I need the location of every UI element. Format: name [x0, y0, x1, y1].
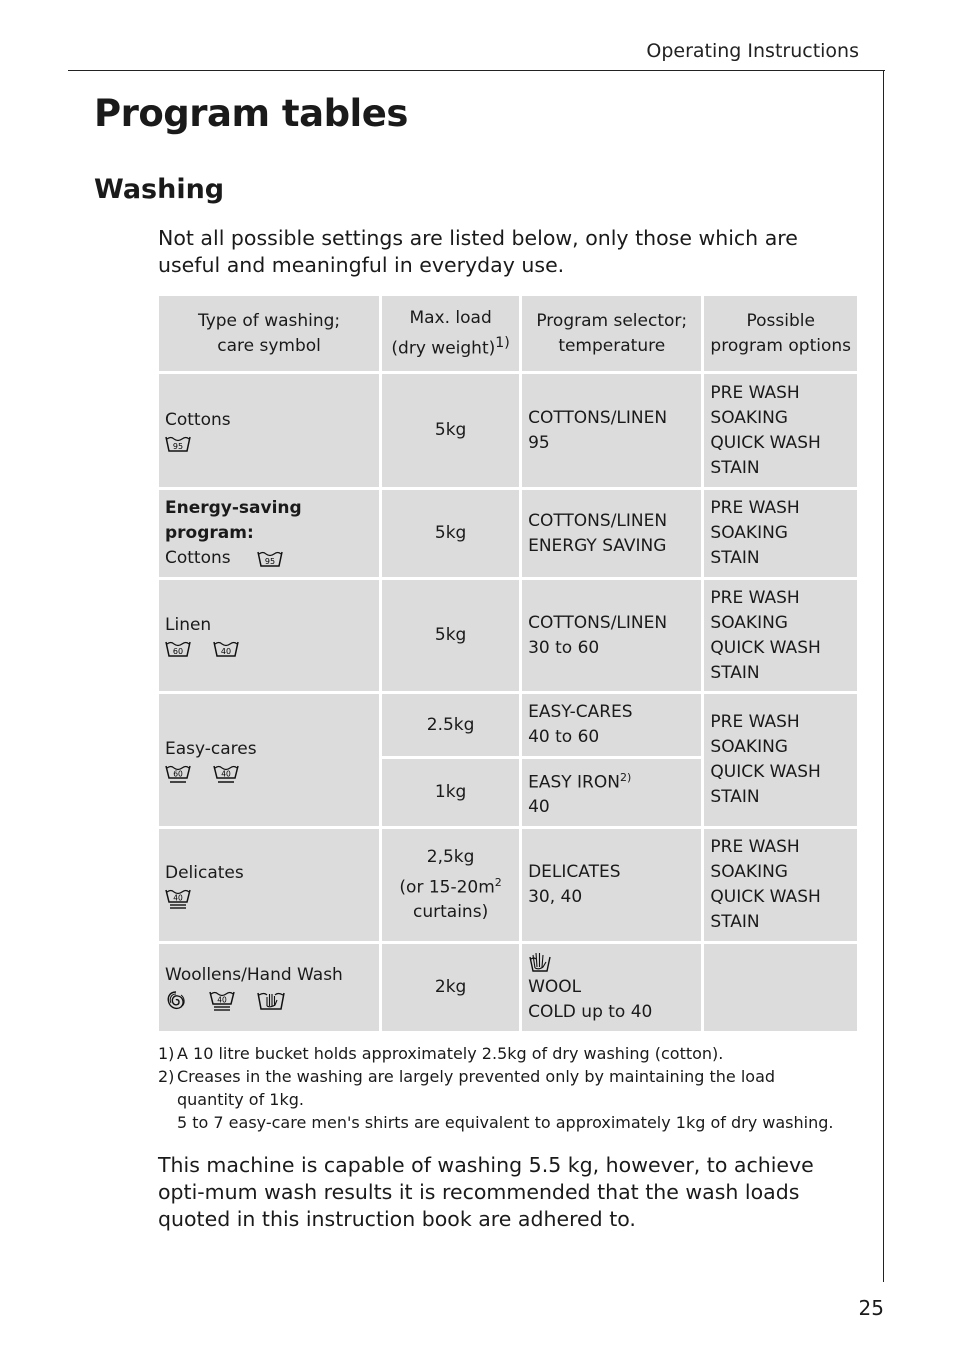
page-title: Program tables [94, 92, 408, 135]
options-cell: PRE WASH SOAKING QUICK WASH STAIN [704, 829, 857, 941]
options-cell [704, 944, 857, 1031]
type-cell: Linen 60 40 [159, 580, 379, 691]
type-cell: Cottons 95 [159, 374, 379, 487]
load-cell: 2.5kg [382, 694, 519, 756]
svg-text:60: 60 [173, 769, 183, 778]
load-cell: 5kg [382, 374, 519, 487]
closing-paragraph: This machine is capable of washing 5.5 kg, however, to achieve opti-mum wash results it is recommended that the wash loads quoted in this instruction book are adhered to. [158, 1153, 814, 1231]
options-cell: PRE WASH SOAKING STAIN [704, 490, 857, 577]
load-cell: 1kg [382, 759, 519, 826]
table-row [159, 490, 857, 577]
wash-tub-40-icon [213, 640, 239, 658]
wash-tub-95-icon [165, 435, 191, 453]
options-cell: PRE WASH SOAKING QUICK WASH STAIN [704, 374, 857, 487]
program-cell: EASY IRON$^{2)}$ 40 [522, 759, 701, 826]
wash-tub-40-very-gentle-icon [209, 990, 235, 1012]
footnote-2-note: 5 to 7 easy-care men's shirts are equivalent to approximately 1kg of dry washing. [177, 1113, 834, 1132]
table-row [159, 694, 857, 756]
header-type: Type of washing; care symbol [159, 296, 379, 371]
table-row [159, 374, 857, 487]
page-number: 25 [858, 1296, 884, 1320]
header-program: Program selector; temperature [522, 296, 701, 371]
wash-tub-95-icon [257, 550, 283, 568]
wash-tub-60-gentle-icon [165, 764, 191, 784]
hand-wash-icon [528, 951, 552, 973]
options-cell: PRE WASH SOAKING QUICK WASH STAIN [704, 694, 857, 826]
type-cell: Easy-cares 60 40 [159, 694, 379, 826]
svg-text:40: 40 [221, 769, 231, 778]
footnotes [158, 1042, 858, 1134]
type-cell: Woollens/Hand Wash 40 [159, 944, 379, 1031]
type-cell: Delicates 40 [159, 829, 379, 941]
type-cell: Energy-saving program: Cottons 95 [159, 490, 379, 577]
load-cell: 5kg [382, 490, 519, 577]
table-row [159, 580, 857, 691]
running-header: Operating Instructions [646, 40, 859, 62]
load-cell: 2,5kg (or $15-20m^2$ curtains) [382, 829, 519, 941]
load-cell: 2kg [382, 944, 519, 1031]
svg-text:40: 40 [217, 995, 227, 1005]
header-load: Max. load (dry weight)$^{1)}$ [382, 296, 519, 371]
wash-tub-40-very-gentle-icon [165, 888, 191, 910]
footnote-2-cont: quantity of 1kg. [177, 1090, 304, 1109]
wash-tub-40-gentle-icon [213, 764, 239, 784]
program-cell: COTTONS/LINEN 30 to 60 [522, 580, 701, 691]
header-options: Possible program options [704, 296, 857, 371]
section-heading: Washing [94, 174, 225, 205]
program-cell: EASY-CARES 40 to 60 [522, 694, 701, 756]
table-header-row [159, 296, 857, 371]
svg-text:95: 95 [172, 442, 184, 451]
svg-text:60: 60 [172, 647, 184, 656]
options-cell: PRE WASH SOAKING QUICK WASH STAIN [704, 580, 857, 691]
wool-mark-icon [165, 990, 187, 1012]
program-cell: WOOL COLD up to 40 [522, 944, 701, 1031]
footnote-2: 2) Creases in the washing are largely prevented only by maintaining the load [158, 1067, 776, 1086]
program-cell: DELICATES 30, 40 [522, 829, 701, 941]
footnote-1: 1) A 10 litre bucket holds approximately 2.5kg of dry washing (cotton). [158, 1044, 724, 1063]
load-cell: 5kg [382, 580, 519, 691]
table-row [159, 829, 857, 941]
svg-text:40: 40 [173, 893, 183, 902]
side-rule [883, 70, 884, 1282]
svg-text:95: 95 [264, 556, 275, 566]
header-rule [68, 70, 885, 71]
program-cell: COTTONS/LINEN ENERGY SAVING [522, 490, 701, 577]
program-cell: COTTONS/LINEN 95 [522, 374, 701, 487]
svg-text:40: 40 [220, 647, 232, 656]
program-table [156, 293, 860, 1034]
hand-wash-icon [257, 991, 285, 1011]
intro-paragraph: Not all possible settings are listed below, only those which are useful and meaningful in everyday use. [158, 226, 798, 277]
wash-tub-60-icon [165, 640, 191, 658]
table-row [159, 944, 857, 1031]
